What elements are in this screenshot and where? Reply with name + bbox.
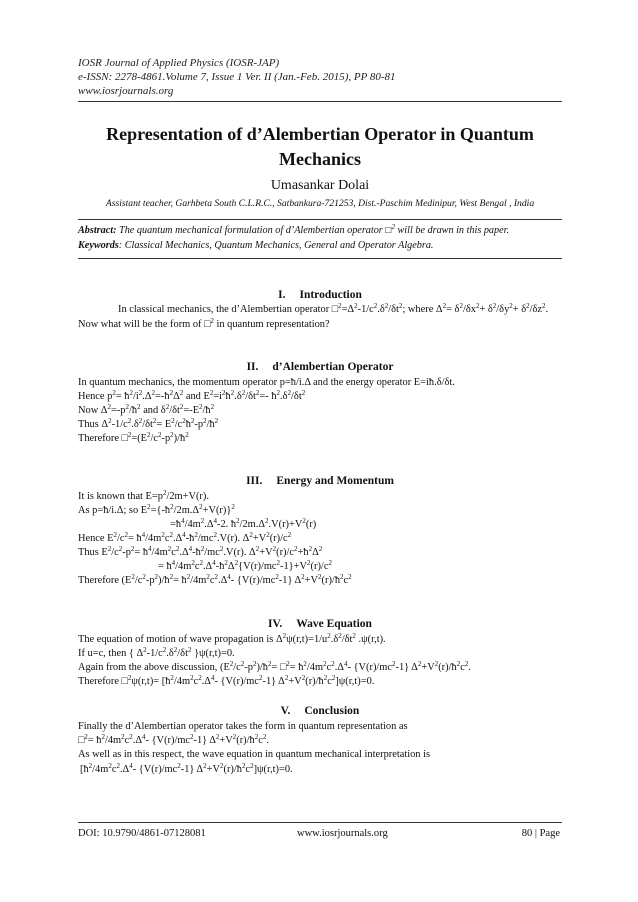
sec5-line-3: As well as in this respect, the wave equation in quantum mechanical interpretation is — [78, 749, 431, 760]
journal-name: IOSR Journal of Applied Physics (IOSR-JAP) — [78, 57, 280, 69]
sec3-line-2: As p=ħ/i.Δ; so $E^2=\{-ħ^2/2m.\Delta^2+V(r)\}^2$ — [78, 503, 235, 516]
sec2-line-3: Now $\Delta^2=-p^2/ħ^2$ and $\delta^2/\delta t^2=-E^2/ħ^2$ — [78, 403, 215, 416]
section-heading-conclusion — [78, 705, 562, 717]
journal-issn: e-ISSN: 2278-4861.Volume 7, Issue 1 Ver. II (Jan.-Feb. 2015), PP 80-81 — [78, 71, 396, 83]
sec5-line-1: Finally the d’Alembertian operator takes the form in quantum representation as — [78, 721, 408, 732]
section-number: II. — [246, 361, 259, 373]
abstract-label: Abstract: — [78, 225, 117, 236]
sec3-line-4: Hence $E^2/c^2=$ $ħ^4/4m^2c^2.\Delta^4-ħ^2/mc^2.V(r)$. $\Delta^2+V^2(r)/c^2$ — [78, 531, 292, 544]
sec5-line-4: [$ħ^2/4m^2c^2.\Delta^4-$ $\{V(r)/mc^2-1\}$ $\Delta^2+V^2(r)/ħ^2c^2]\psi(r,t)=0$. — [80, 762, 293, 775]
section-title: Conclusion — [304, 705, 360, 717]
section-number: III. — [246, 475, 263, 487]
footer-page-number: 80 | Page — [521, 828, 560, 839]
sec2-line-2: Hence $p^2=$ $ħ^2/i^2.\Delta^2=-ħ^2\Delta^2$ and $E^2=i^2ħ^2.\delta^2/\delta t^2=-$ $ħ^2.\delta^2/\delta t^2$ — [78, 389, 306, 402]
keywords-text: : Classical Mechanics, Quantum Mechanics, General and Operator Algebra. — [118, 240, 434, 251]
abstract-rule-top — [78, 219, 562, 220]
abstract-text-end: will be drawn in this paper. — [394, 225, 510, 236]
sec5-line-2: □$^2$= $ħ^2/4m^2c^2.\Delta^4-$ $\{V(r)/mc^2-1\}$ $\Delta^2+V^2(r)/ħ^2c^2$. — [78, 733, 269, 746]
section-number: I. — [278, 289, 286, 301]
section-number: V. — [280, 705, 291, 717]
sec3-line-1: It is known that $E=p^2/2m+V(r)$. — [78, 489, 209, 502]
abstract — [78, 225, 562, 236]
intro-line-2: Now what will be the form of □$^2$ in quantum representation? — [78, 317, 330, 330]
section-title: Energy and Momentum — [276, 475, 394, 487]
section-heading-wave-equation — [78, 618, 562, 630]
section-heading-introduction — [78, 289, 562, 301]
section-number: IV. — [268, 618, 283, 630]
abstract-rule-bottom — [78, 258, 562, 259]
section-heading-energy-momentum — [78, 475, 562, 487]
author-name: Umasankar Dolai — [270, 178, 370, 193]
sec4-line-3: Again from the above discussion, $(E^2/c^2-p^2)/ħ^2=$ □$^2$= $ħ^2/4m^2c^2.\Delta^4-$ $\{V(r)/mc^2-1\}$ $\Delta^2+V^2(r)/ħ^2c^2$. — [78, 660, 471, 673]
intro-line-1: In classical mechanics, the d’Alembertian operator $□^2=\Delta^2-1/c^2.\delta^2/\delta t^2$; where $\Delta^2= \delta^2/\delta x^2+ \delta^2/\delta y^2+ \delta^2/\delta z^2$. — [118, 302, 549, 315]
sec3-line-5: Thus $E^2/c^2-p^2=$ $ħ^4/4m^2c^2.\Delta^4-ħ^2/mc^2.V(r)$. $\Delta^2+V^2(r)/c^2+ħ^2\Delta^2$ — [78, 545, 323, 558]
sec3-line-6: = $ħ^4/4m^2c^2.\Delta^4-ħ^2\Delta^2\{V(r)/mc^2-1\}+V^2(r)/c^2$ — [158, 559, 332, 572]
paper-title — [78, 122, 562, 172]
journal-website: www.iosrjournals.org — [78, 85, 174, 97]
title-line-2: Mechanics — [279, 149, 361, 169]
keywords-label: Keywords — [78, 240, 119, 251]
sec4-line-4: Therefore □$^2$ψ(r,t)= [$ħ^2/4m^2c^2.\Delta^4-$ $\{V(r)/mc^2-1\}$ $\Delta^2+V^2(r)/ħ^2c^2]\psi(r,t)=0$. — [78, 674, 375, 687]
footer-website: www.iosrjournals.org — [297, 828, 388, 839]
section-title: Wave Equation — [296, 618, 372, 630]
author-affiliation: Assistant teacher, Garhbeta South C.L.R.C., Satbankura-721253, Dist.-Paschim Medinipur, West Bengal , India — [105, 198, 535, 209]
section-title: d’Alembertian Operator — [272, 361, 394, 373]
sec4-line-1: The equation of motion of wave propagation is $\Delta^2\psi(r,t)=1/u^2.\delta^2/\delta t^2$ .ψ(r,t). — [78, 632, 386, 645]
section-title: Introduction — [299, 289, 362, 301]
section-heading-dalembertian — [78, 361, 562, 373]
abstract-exponent: 2 — [391, 223, 395, 231]
title-line-1: Representation of d’Alembertian Operator in Quantum — [106, 124, 534, 144]
sec2-line-5: Therefore $□^2=(E^2/c^2-p^2)/ħ^2$ — [78, 431, 189, 444]
keywords — [78, 240, 562, 251]
header-rule — [78, 101, 562, 102]
abstract-text: The quantum mechanical formulation of d’Alembertian operator □ — [116, 225, 392, 236]
sec3-line-3: $=ħ^4/4m^2.\Delta^4-2$. $ħ^2/2m.\Delta^2.V(r)+V^2(r)$ — [170, 517, 317, 530]
sec4-line-2: If u=c, then { $\Delta^2-1/c^2.\delta^2/\delta t^2$ }ψ(r,t)=0. — [78, 646, 235, 659]
footer-doi: DOI: 10.9790/4861-07128081 — [78, 828, 206, 839]
footer-rule — [78, 822, 562, 823]
sec2-line-1: In quantum mechanics, the momentum operator p=ħ/i.Δ and the energy operator E=iħ.δ/δt. — [78, 377, 455, 388]
sec3-line-7: Therefore $(E^2/c^2-p^2)/ħ^2=$ $ħ^2/4m^2c^2.\Delta^4-$ $\{V(r)/mc^2-1\}$ $\Delta^2+V^2(r)/ħ^2c^2$ — [78, 573, 352, 586]
sec2-line-4: Thus $\Delta^2-1/c^2.\delta^2/\delta t^2=$ $E^2/c^2ħ^2-p^2/ħ^2$ — [78, 417, 219, 430]
